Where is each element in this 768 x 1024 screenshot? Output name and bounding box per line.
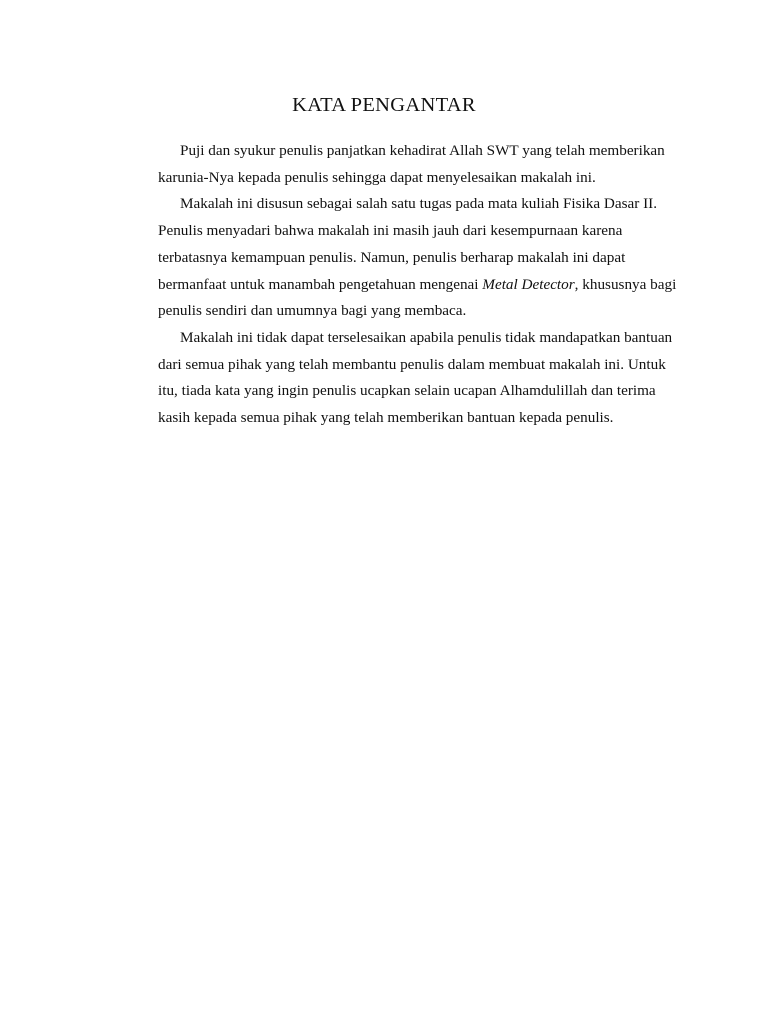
paragraph-3-line-1: Makalah ini tidak dapat terselesaikan apabila penulis tidak mandapatkan bantuan: [180, 328, 673, 346]
paragraph-2-line-1: Makalah ini disusun sebagai salah satu tugas pada mata kuliah Fisika Dasar II.: [180, 195, 658, 213]
page-title: KATA PENGANTAR: [292, 94, 476, 116]
paragraph-2-line-3: terbatasnya kemampuan penulis. Namun, penulis berharap makalah ini dapat: [158, 248, 626, 266]
italic-term: Metal Detector: [482, 275, 575, 293]
paragraph-3-line-4: kasih kepada semua pihak yang telah memberikan bantuan kepada penulis.: [158, 409, 614, 427]
paragraph-2-line-4-end: , khususnya bagi: [574, 275, 677, 293]
paragraph-1-line-1: Puji dan syukur penulis panjatkan kehadirat Allah SWT yang telah memberikan: [180, 142, 665, 159]
paragraph-3-line-3: itu, tiada kata yang ingin penulis ucapkan selain ucapan Alhamdulillah dan terima: [158, 382, 656, 400]
paragraph-2-line-4: [158, 272, 678, 299]
paragraph-2-line-4-start: bermanfaat untuk manambah pengetahuan mengenai: [158, 275, 483, 293]
document-body: [158, 138, 678, 432]
paragraph-2-line-2: Penulis menyadari bahwa makalah ini masih jauh dari kesempurnaan karena: [158, 222, 623, 240]
paragraph-2-line-5: penulis sendiri dan umumnya bagi yang membaca.: [158, 302, 467, 320]
paragraph-1-line-2: karunia-Nya kepada penulis sehingga dapat menyelesaikan makalah ini.: [158, 168, 596, 186]
paragraph-3-line-2: dari semua pihak yang telah membantu penulis dalam membuat makalah ini. Untuk: [158, 355, 666, 373]
